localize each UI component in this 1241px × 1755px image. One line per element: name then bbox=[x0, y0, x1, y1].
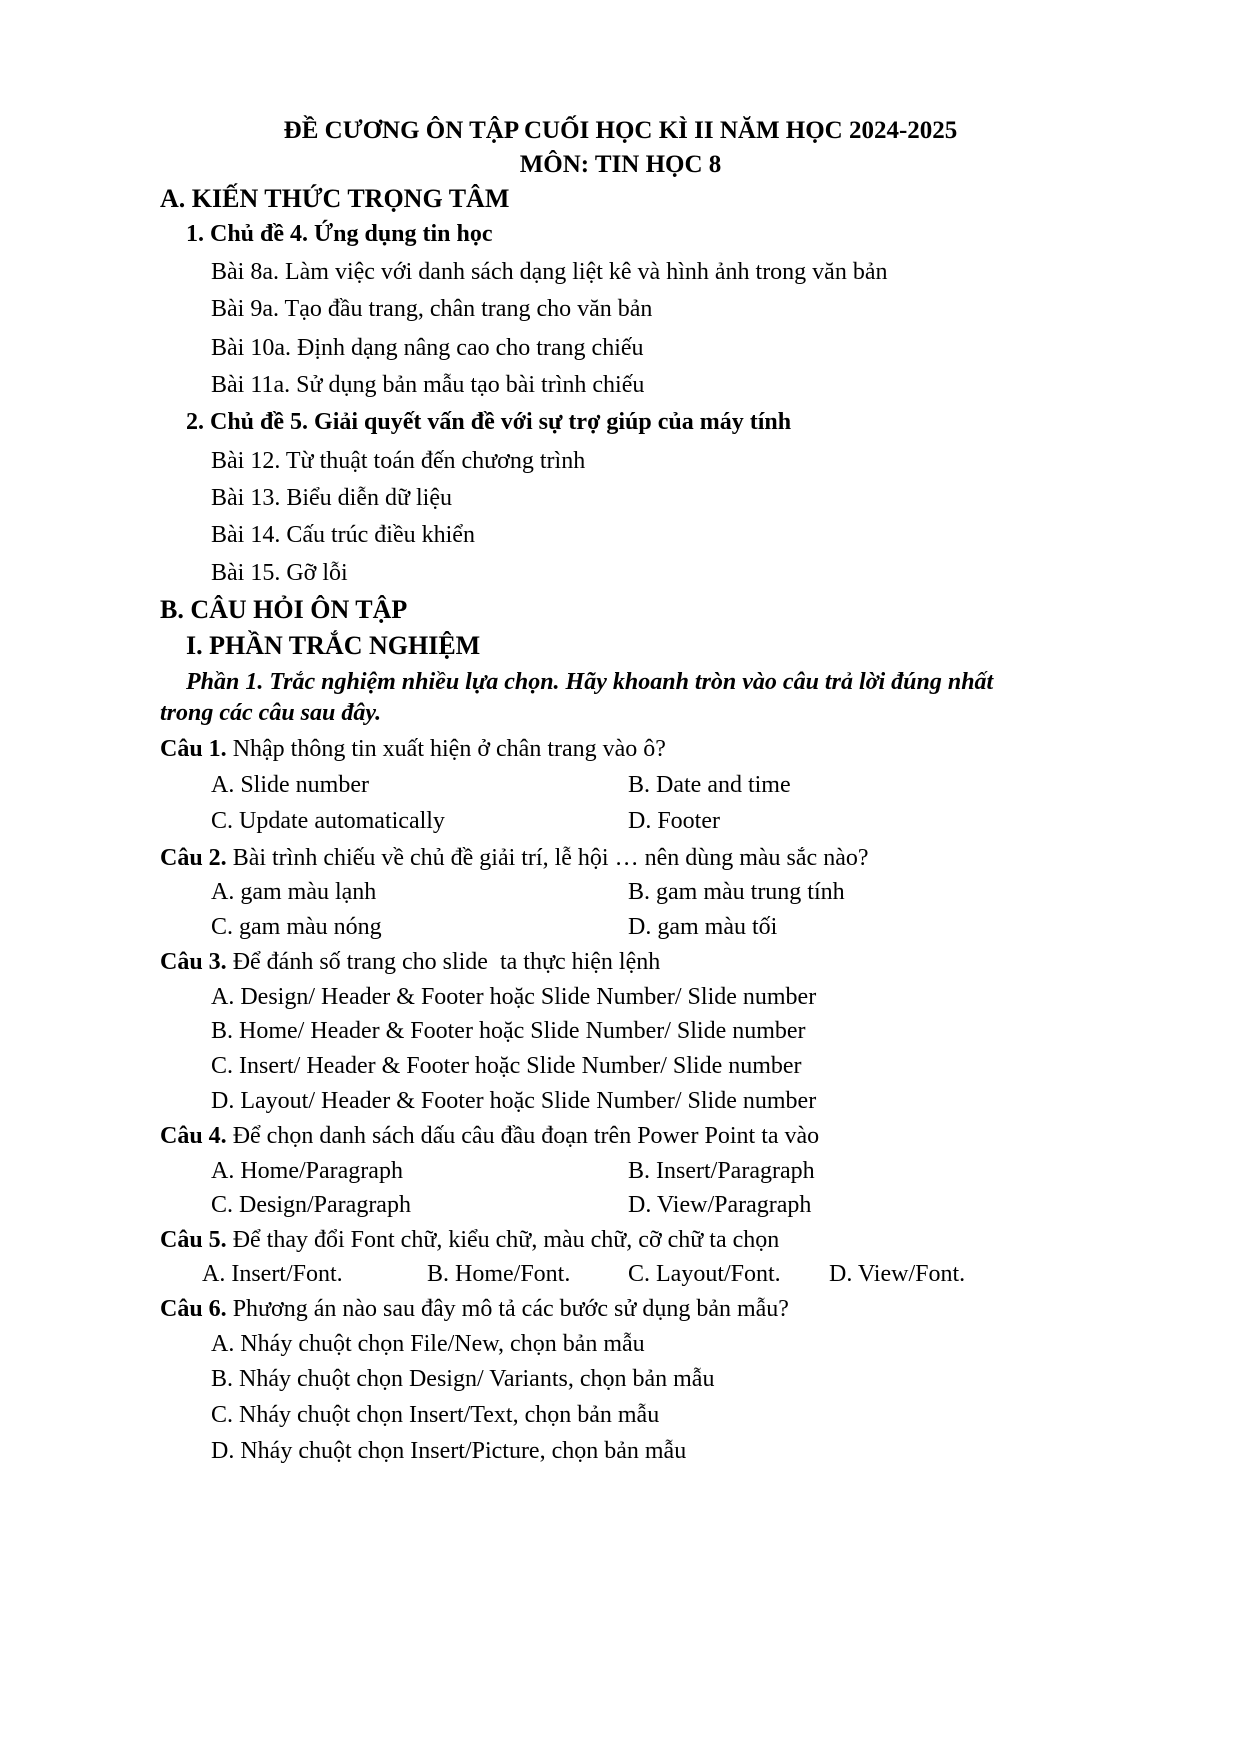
lesson-item: Bài 9a. Tạo đầu trang, chân trang cho văn bản bbox=[211, 296, 653, 322]
question-text: Nhập thông tin xuất hiện ở chân trang vào ô? bbox=[226, 736, 666, 762]
answer-option: B. Home/ Header & Footer hoặc Slide Number/ Slide number bbox=[211, 1018, 806, 1044]
question bbox=[160, 1228, 779, 1252]
question-label: Câu 3. bbox=[160, 949, 227, 975]
question-text: Phương án nào sau đây mô tả các bước sử dụng bản mẫu? bbox=[226, 1296, 789, 1322]
answer-option: D. Footer bbox=[628, 808, 720, 834]
part-heading: I. PHẦN TRẮC NGHIỆM bbox=[186, 631, 481, 660]
answer-option: D. Layout/ Header & Footer hoặc Slide Number/ Slide number bbox=[211, 1088, 817, 1114]
topic-title: 1. Chủ đề 4. Ứng dụng tin học bbox=[186, 221, 493, 247]
answer-option: A. Slide number bbox=[211, 772, 369, 798]
answer-option: C. Layout/Font. bbox=[628, 1261, 781, 1287]
answer-option: C. gam màu nóng bbox=[211, 914, 382, 940]
topic-title: 2. Chủ đề 5. Giải quyết vấn đề với sự trợ giúp của máy tính bbox=[186, 409, 792, 435]
question-label: Câu 1. bbox=[160, 736, 227, 762]
question-text: Để chọn danh sách dấu câu đầu đoạn trên Power Point ta vào bbox=[226, 1123, 820, 1149]
answer-option: D. Nháy chuột chọn Insert/Picture, chọn bản mẫu bbox=[211, 1438, 687, 1464]
question-text: Bài trình chiếu về chủ đề giải trí, lễ hội … nên dùng màu sắc nào? bbox=[226, 845, 869, 871]
answer-option: B. Date and time bbox=[628, 772, 791, 798]
question-label: Câu 2. bbox=[160, 845, 227, 871]
answer-option: A. gam màu lạnh bbox=[211, 879, 377, 905]
answer-option: B. Insert/Paragraph bbox=[628, 1158, 815, 1184]
question bbox=[160, 950, 660, 974]
question-text: Để đánh số trang cho slide ta thực hiện lệnh bbox=[226, 949, 661, 975]
lesson-item: Bài 15. Gỡ lỗi bbox=[211, 560, 348, 586]
answer-option: A. Home/Paragraph bbox=[211, 1158, 403, 1184]
answer-option: B. Nháy chuột chọn Design/ Variants, chọn bản mẫu bbox=[211, 1366, 715, 1392]
section-b-heading: B. CÂU HỎI ÔN TẬP bbox=[160, 595, 408, 624]
answer-option: B. Home/Font. bbox=[427, 1261, 571, 1287]
lesson-item: Bài 10a. Định dạng nâng cao cho trang chiếu bbox=[211, 335, 644, 361]
lesson-item: Bài 8a. Làm việc với danh sách dạng liệt kê và hình ảnh trong văn bản bbox=[211, 259, 888, 285]
lesson-item: Bài 12. Từ thuật toán đến chương trình bbox=[211, 448, 586, 474]
subject-title: MÔN: TIN HỌC 8 bbox=[519, 151, 722, 178]
answer-option: C. Insert/ Header & Footer hoặc Slide Number/ Slide number bbox=[211, 1053, 802, 1079]
answer-option: D. View/Paragraph bbox=[628, 1192, 812, 1218]
question bbox=[160, 1124, 819, 1148]
answer-option: C. Nháy chuột chọn Insert/Text, chọn bản mẫu bbox=[211, 1402, 660, 1428]
question-text: Để thay đổi Font chữ, kiểu chữ, màu chữ, cỡ chữ ta chọn bbox=[226, 1227, 780, 1253]
answer-option: A. Insert/Font. bbox=[202, 1261, 343, 1287]
answer-option: A. Nháy chuột chọn File/New, chọn bản mẫu bbox=[211, 1331, 645, 1357]
question-label: Câu 4. bbox=[160, 1123, 227, 1149]
instruction-text: trong các câu sau đây. bbox=[160, 700, 382, 726]
answer-option: D. gam màu tối bbox=[628, 914, 778, 940]
answer-option: D. View/Font. bbox=[829, 1261, 966, 1287]
instruction-text: Phần 1. Trắc nghiệm nhiều lựa chọn. Hãy khoanh tròn vào câu trả lời đúng nhất bbox=[186, 669, 994, 695]
answer-option: C. Design/Paragraph bbox=[211, 1192, 411, 1218]
question bbox=[160, 1297, 789, 1321]
answer-option: B. gam màu trung tính bbox=[628, 879, 845, 905]
answer-option: C. Update automatically bbox=[211, 808, 445, 834]
section-a-heading: A. KIẾN THỨC TRỌNG TÂM bbox=[160, 184, 510, 213]
lesson-item: Bài 13. Biểu diễn dữ liệu bbox=[211, 485, 452, 511]
answer-option: A. Design/ Header & Footer hoặc Slide Number/ Slide number bbox=[211, 984, 817, 1010]
question-label: Câu 6. bbox=[160, 1296, 227, 1322]
question-label: Câu 5. bbox=[160, 1227, 227, 1253]
lesson-item: Bài 11a. Sử dụng bản mẫu tạo bài trình chiếu bbox=[211, 372, 645, 398]
question bbox=[160, 846, 869, 870]
question bbox=[160, 737, 666, 761]
lesson-item: Bài 14. Cấu trúc điều khiển bbox=[211, 522, 475, 548]
document-title: ĐỀ CƯƠNG ÔN TẬP CUỐI HỌC KÌ II NĂM HỌC 2024-2025 bbox=[283, 117, 958, 144]
